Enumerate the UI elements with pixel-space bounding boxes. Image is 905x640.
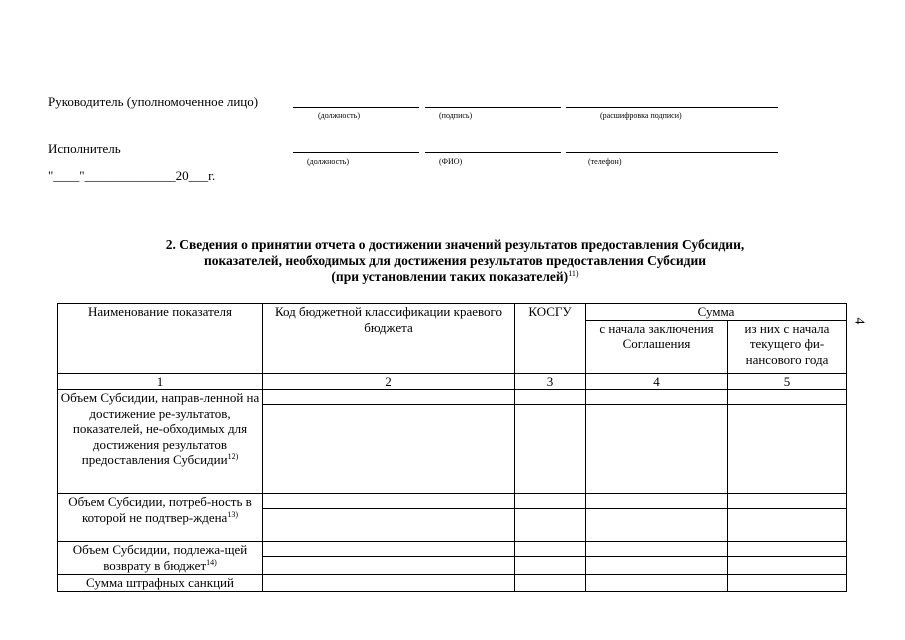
table-cell[interactable] [263, 494, 515, 509]
row-footnote: 12) [227, 452, 239, 461]
table-cell[interactable] [515, 509, 586, 542]
head-label: Руководитель (уполномоченное лицо) [48, 94, 259, 109]
column-number: 1 [58, 373, 263, 390]
table-cell[interactable] [586, 557, 728, 575]
executor-position-line[interactable] [293, 152, 419, 153]
subsidy-report-table [57, 303, 847, 592]
row-footnote: 13) [227, 509, 238, 519]
date-field[interactable]: "____"______________20___г. [48, 168, 216, 183]
header-kosgu: КОСГУ [515, 304, 586, 374]
executor-phone-line[interactable] [566, 152, 778, 153]
section-title-footnote: 11) [568, 269, 579, 278]
section-title-line-2: показателей, необходимых для достижения результатов предоставления Субсидии [203, 253, 707, 268]
header-budget-code: Код бюджетной классификации краевого бюджета [263, 304, 515, 374]
row-label-unconfirmed: Объем Субсидии, потреб-ность в которой не подтвер-ждена$^{13)}$ [58, 494, 263, 542]
executor-label: Исполнитель [48, 141, 121, 156]
row-label-refund: Объем Субсидии, подлежа-щей возврату в бюджет$^{14)}$ [58, 542, 263, 575]
table-cell[interactable] [515, 405, 586, 494]
head-signature-caption: (подпись) [439, 111, 473, 120]
table-cell[interactable] [728, 575, 847, 592]
table-cell[interactable] [586, 405, 728, 494]
executor-fio-caption: (ФИО) [439, 157, 463, 166]
table-cell[interactable] [586, 509, 728, 542]
column-number: 3 [515, 373, 586, 390]
head-signature-line[interactable] [425, 107, 561, 108]
row-label-penalties: Сумма штрафных санкций [58, 575, 263, 592]
row-footnote: 14) [206, 557, 217, 567]
column-number: 2 [263, 373, 515, 390]
header-sum: Сумма [586, 304, 847, 321]
executor-fio-line[interactable] [425, 152, 561, 153]
header-sum-from-start: с начала заключения Соглашения [586, 320, 728, 373]
table-cell[interactable] [586, 542, 728, 557]
table-cell[interactable] [728, 390, 847, 405]
table-cell[interactable] [728, 542, 847, 557]
header-sum-current-year: из них с начала текущего фи-нансового года [728, 320, 847, 373]
table-cell[interactable] [263, 509, 515, 542]
section-title-line-3: (при установлении таких показателей)$^{11)}$ [331, 269, 579, 284]
table-cell[interactable] [263, 390, 515, 405]
head-position-caption: (должность) [318, 111, 360, 120]
column-number: 5 [728, 373, 847, 390]
table-cell[interactable] [263, 405, 515, 494]
table-cell[interactable] [586, 575, 728, 592]
head-position-line[interactable] [293, 107, 419, 108]
page-marker: 4 [851, 317, 867, 325]
column-number: 4 [586, 373, 728, 390]
table-cell[interactable] [263, 542, 515, 557]
table-cell[interactable] [515, 494, 586, 509]
row-label-directed: Объем Субсидии, направ-ленной на достижение ре-зультатов, показателей, не-обходимых для достижения результатов предоставления Субсидии$^{12)}$ [58, 390, 263, 494]
section-title-line-1: 2. Сведения о принятии отчета о достижении значений результатов предоставления Субсидии, [165, 237, 745, 252]
table-cell[interactable] [515, 542, 586, 557]
table-cell[interactable] [728, 494, 847, 509]
table-cell[interactable] [728, 557, 847, 575]
table-cell[interactable] [263, 575, 515, 592]
table-cell[interactable] [263, 557, 515, 575]
table-cell[interactable] [728, 509, 847, 542]
head-name-caption: (расшифровка подписи) [600, 111, 682, 120]
head-name-line[interactable] [566, 107, 778, 108]
table-cell[interactable] [515, 390, 586, 405]
table-cell[interactable] [515, 575, 586, 592]
header-indicator-name: Наименование показателя [58, 304, 263, 374]
section-title [60, 237, 850, 285]
table-cell[interactable] [515, 557, 586, 575]
table-cell[interactable] [586, 494, 728, 509]
table-cell[interactable] [728, 405, 847, 494]
table-cell[interactable] [586, 390, 728, 405]
executor-position-caption: (должность) [307, 157, 349, 166]
executor-phone-caption: (телефон) [588, 157, 622, 166]
